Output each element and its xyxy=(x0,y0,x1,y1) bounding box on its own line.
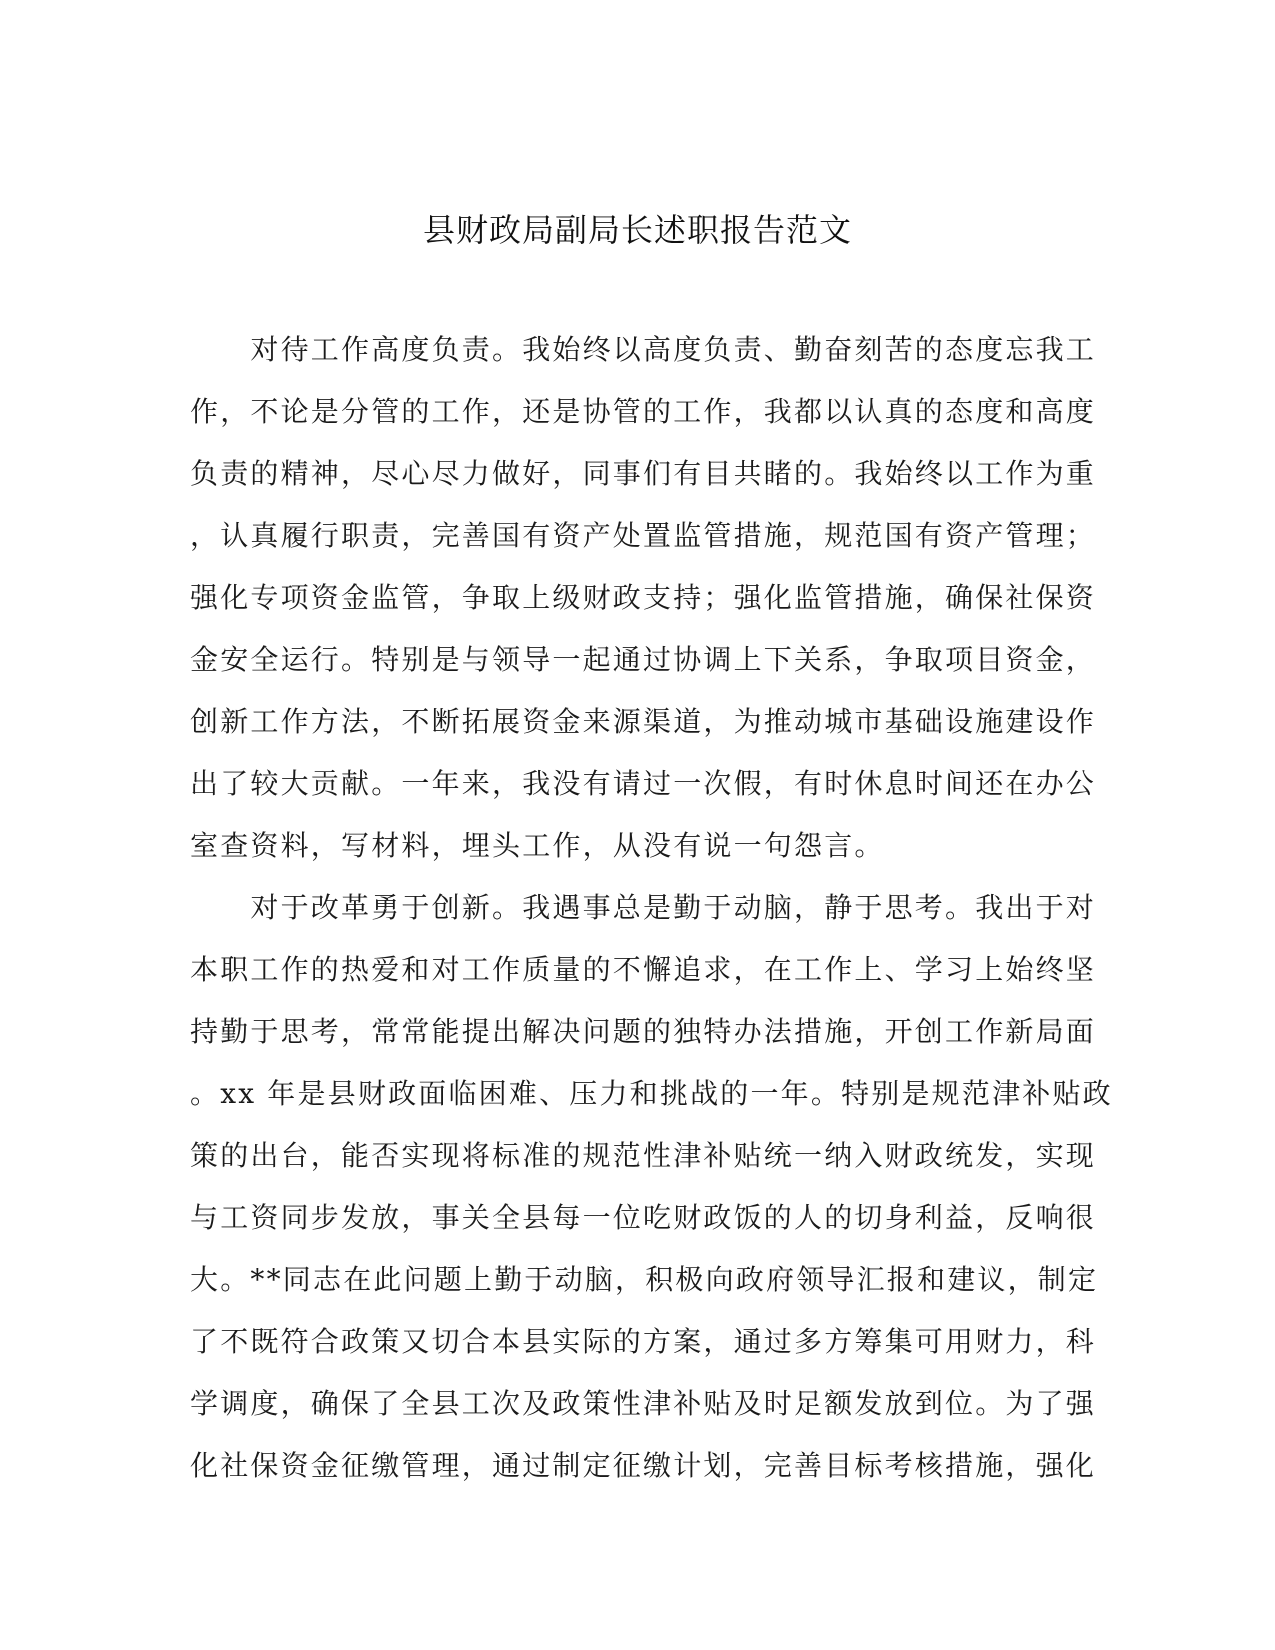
text-line: 本职工作的热爱和对工作质量的不懈追求，在工作上、学习上始终坚 xyxy=(190,953,1097,986)
text-line: 大。**同志在此问题上勤于动脑，积极向政府领导汇报和建议，制定 xyxy=(190,1263,1099,1296)
text-line: 对于改革勇于创新。我遇事总是勤于动脑，静于思考。我出于对 xyxy=(190,891,1097,924)
text-line: 室查资料，写材料，埋头工作，从没有说一句怨言。 xyxy=(190,829,885,862)
text-line: 出了较大贡献。一年来，我没有请过一次假，有时休息时间还在办公 xyxy=(190,767,1097,800)
text-line: 化社保资金征缴管理，通过制定征缴计划，完善目标考核措施，强化 xyxy=(190,1449,1097,1482)
text-line: 金安全运行。特别是与领导一起通过协调上下关系，争取项目资金， xyxy=(190,643,1097,676)
text-line: 创新工作方法，不断拓展资金来源渠道，为推动城市基础设施建设作 xyxy=(190,705,1097,738)
text-line: 。xx 年是县财政面临困难、压力和挑战的一年。特别是规范津补贴政 xyxy=(190,1077,1113,1110)
text-line: 与工资同步发放，事关全县每一位吃财政饭的人的切身利益，反响很 xyxy=(190,1201,1097,1234)
text-line: 对待工作高度负责。我始终以高度负责、勤奋刻苦的态度忘我工 xyxy=(190,333,1097,366)
text-line: 了不既符合政策又切合本县实际的方案，通过多方筹集可用财力，科 xyxy=(190,1325,1097,1358)
text-line: 作，不论是分管的工作，还是协管的工作，我都以认真的态度和高度 xyxy=(190,395,1097,428)
text-line: 学调度，确保了全县工次及政策性津补贴及时足额发放到位。为了强 xyxy=(190,1387,1097,1420)
text-line: 负责的精神，尽心尽力做好，同事们有目共睹的。我始终以工作为重 xyxy=(190,457,1097,490)
document-body xyxy=(190,330,1113,1508)
text-line: ，认真履行职责，完善国有资产处置监管措施，规范国有资产管理； xyxy=(190,519,1097,552)
text-line: 持勤于思考，常常能提出解决问题的独特办法措施，开创工作新局面 xyxy=(190,1015,1097,1048)
text-line: 强化专项资金监管，争取上级财政支持；强化监管措施，确保社保资 xyxy=(190,581,1097,614)
text-line: 策的出台，能否实现将标准的规范性津补贴统一纳入财政统发，实现 xyxy=(190,1139,1097,1172)
document-title: 县财政局副局长述职报告范文 xyxy=(422,211,852,249)
